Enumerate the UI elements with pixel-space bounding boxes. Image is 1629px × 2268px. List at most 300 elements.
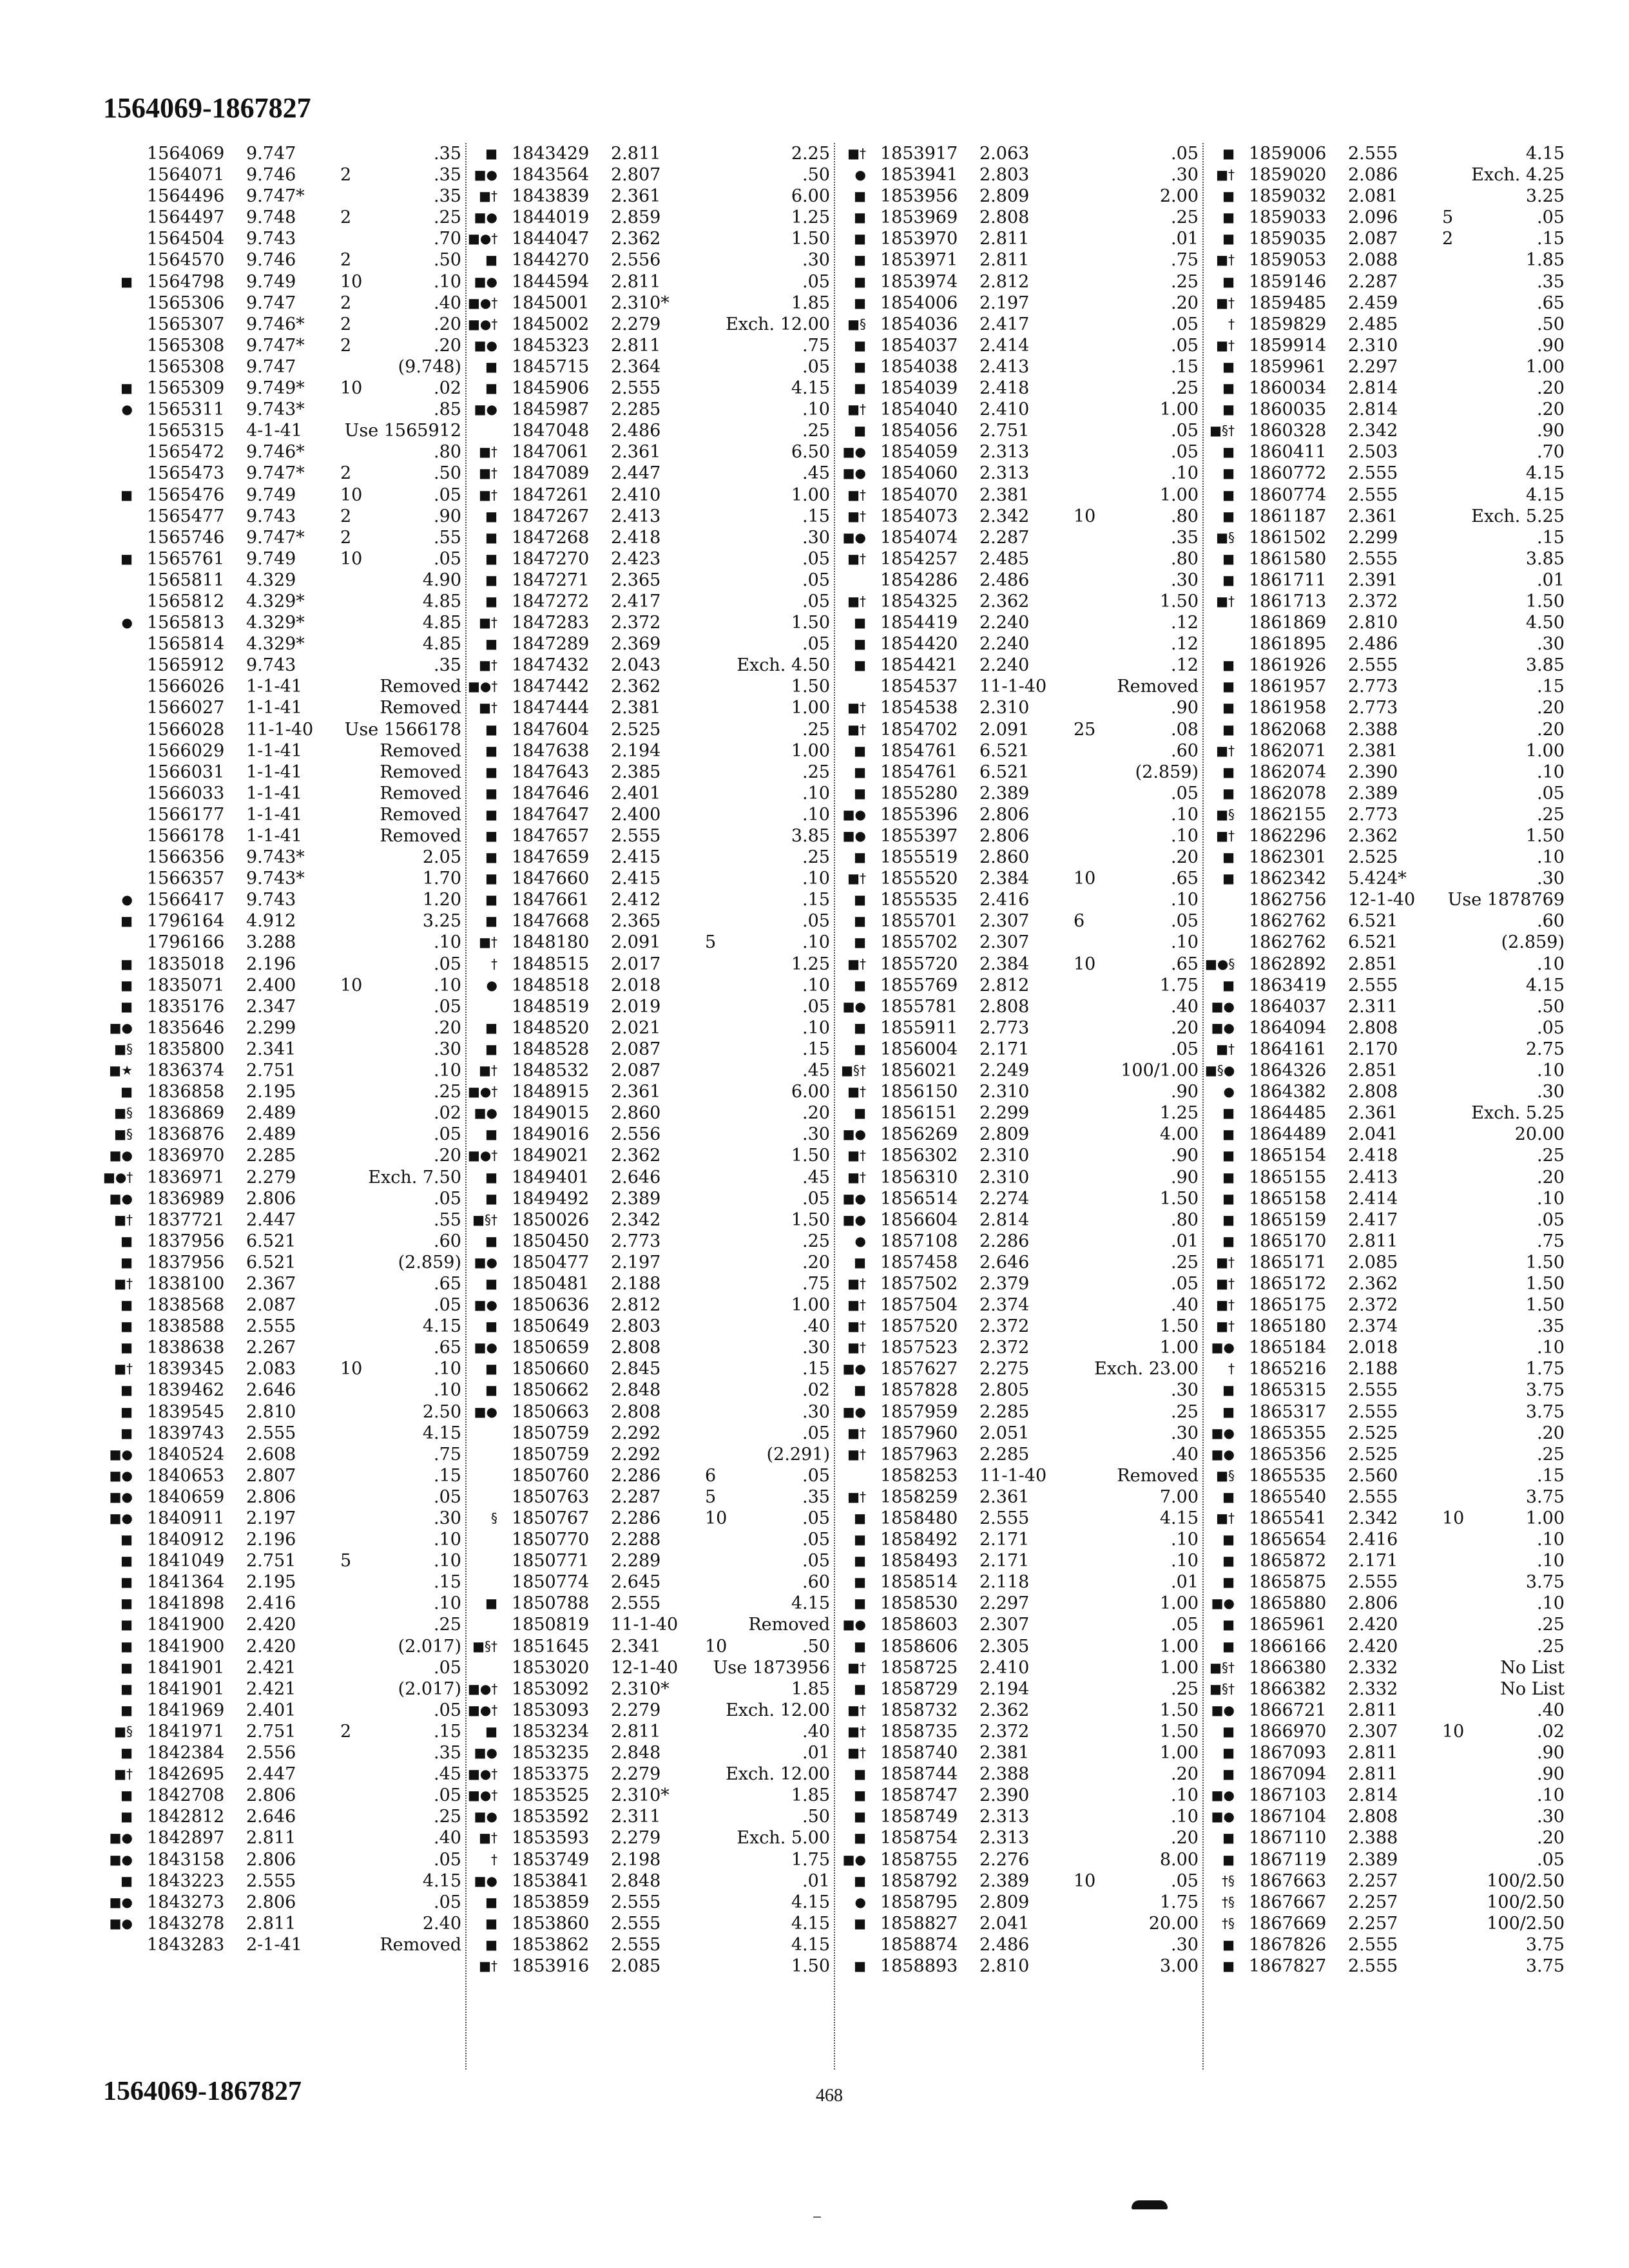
part-number: 1840912	[147, 1530, 225, 1550]
part-number: 1565308	[147, 335, 225, 356]
part-number: 1838638	[147, 1338, 225, 1358]
price-or-note: Removed	[380, 804, 461, 825]
table-row	[836, 1039, 1201, 1060]
table-row	[103, 1124, 464, 1145]
marker-symbols: ■	[485, 1361, 497, 1377]
table-row	[836, 207, 1201, 228]
table-row	[1205, 1657, 1567, 1678]
reference-value: 2.555	[611, 826, 661, 846]
table-row	[1205, 1785, 1567, 1806]
reference-value: 2.417	[979, 314, 1030, 334]
price-or-note: .10	[802, 932, 830, 953]
part-number: 1853235	[512, 1743, 590, 1763]
reference-value: 2.416	[979, 890, 1030, 910]
price-or-note: .45	[802, 1167, 830, 1187]
marker-symbols: ■†	[847, 1702, 866, 1718]
marker-symbols: ■†	[847, 1488, 866, 1504]
table-row	[468, 335, 833, 356]
price-or-note: (2.859)	[1135, 762, 1199, 782]
part-number: 1864489	[1249, 1124, 1327, 1145]
part-number: 1867110	[1249, 1828, 1327, 1849]
marker-symbols: ■	[485, 721, 497, 737]
reference-value: 2.412	[611, 890, 661, 910]
price-or-note: 1.50	[1159, 1188, 1199, 1209]
table-row	[1205, 1636, 1567, 1657]
table-row	[1205, 847, 1567, 868]
marker-symbols: ■	[485, 764, 497, 780]
reference-value: 2.196	[246, 1530, 296, 1550]
price-or-note: .15	[802, 506, 830, 526]
price-or-note: .10	[1537, 1338, 1565, 1358]
table-row	[836, 1209, 1201, 1231]
reference-value: 2.400	[246, 975, 296, 995]
table-row	[1205, 1763, 1567, 1785]
reference-value: 2.299	[1348, 527, 1398, 548]
price-or-note: .20	[1537, 719, 1565, 740]
price-or-note: .01	[1537, 570, 1565, 590]
table-row	[836, 1465, 1201, 1486]
table-row	[836, 1892, 1201, 1913]
marker-symbols: ■●	[842, 444, 866, 460]
price-or-note: .20	[1537, 1828, 1565, 1849]
marker-symbols: ■†	[847, 870, 866, 887]
reference-value: 2.415	[611, 869, 661, 889]
table-row	[1205, 1273, 1567, 1294]
table-row	[468, 570, 833, 591]
price-or-note: .50	[1537, 996, 1565, 1017]
part-number: 1848180	[512, 932, 590, 953]
part-number: 1854538	[880, 698, 958, 718]
price-or-note: 1.25	[1159, 1103, 1199, 1124]
marker-symbols: ■●	[842, 806, 866, 822]
reference-value: 2.814	[1348, 399, 1398, 420]
marker-symbols: ■†	[114, 1211, 133, 1227]
price-or-note: .25	[802, 421, 830, 441]
part-number: 1566029	[147, 740, 225, 761]
quantity: 2	[340, 335, 352, 356]
marker-symbols: ■†	[847, 1297, 866, 1313]
reference-value: 2.811	[246, 1828, 296, 1849]
part-number: 1854006	[880, 293, 958, 313]
reference-value: 2.420	[246, 1636, 296, 1657]
part-number: 1856310	[880, 1167, 958, 1187]
table-row	[468, 314, 833, 335]
part-number: 1564504	[147, 229, 225, 249]
table-row	[836, 1785, 1201, 1806]
marker-symbols: ■	[854, 1254, 866, 1270]
table-row	[468, 378, 833, 399]
table-row	[103, 186, 464, 207]
table-row	[103, 293, 464, 314]
price-or-note: 1.50	[1525, 1252, 1565, 1273]
marker-symbols: ■●	[474, 273, 497, 289]
table-row	[1205, 825, 1567, 847]
reference-value: 2.372	[979, 1316, 1030, 1337]
table-row	[836, 1571, 1201, 1593]
table-row	[468, 186, 833, 207]
part-number: 1859032	[1249, 186, 1327, 207]
part-number: 1843283	[147, 1934, 225, 1955]
part-number: 1858493	[880, 1551, 958, 1571]
price-or-note: 3.25	[1525, 186, 1565, 207]
table-row	[468, 1465, 833, 1486]
reference-value: 2.773	[1348, 804, 1398, 825]
table-row	[103, 1806, 464, 1827]
table-row	[468, 1102, 833, 1124]
price-or-note: 1.25	[791, 954, 830, 974]
price-or-note: .01	[1171, 229, 1199, 249]
marker-symbols: ■	[120, 1595, 133, 1611]
table-row	[1205, 1700, 1567, 1721]
price-or-note: Exch. 5.00	[737, 1828, 830, 1849]
price-or-note: 1.50	[791, 1209, 830, 1230]
part-number: 1857520	[880, 1316, 958, 1337]
price-or-note: 4.15	[1159, 1508, 1199, 1528]
reference-value: 2.307	[1348, 1721, 1398, 1742]
marker-symbols: ■●	[1211, 1019, 1235, 1035]
price-or-note: 1.50	[1525, 591, 1565, 611]
reference-value: 2.555	[1348, 1401, 1398, 1422]
part-number: 1857828	[880, 1380, 958, 1401]
price-or-note: .30	[1171, 1380, 1199, 1401]
marker-symbols: ■●§	[1205, 956, 1235, 972]
reference-value: 2.041	[979, 1913, 1030, 1934]
quantity: 10	[1074, 1870, 1096, 1891]
price-or-note: .12	[1171, 613, 1199, 633]
part-number: 1862068	[1249, 719, 1327, 740]
part-number: 1564497	[147, 207, 225, 228]
part-number: 1866166	[1249, 1636, 1327, 1657]
marker-symbols: ■	[854, 892, 866, 908]
price-or-note: 2.75	[1525, 1039, 1565, 1059]
part-number: 1855701	[880, 911, 958, 932]
price-or-note: (2.017)	[398, 1678, 461, 1699]
marker-symbols: ■†	[479, 934, 497, 950]
reference-value: 2.646	[979, 1252, 1030, 1273]
reference-value: 2.365	[611, 911, 661, 932]
price-or-note: 100/2.50	[1487, 1892, 1565, 1912]
price-or-note: .05	[434, 1657, 461, 1678]
part-number: 1858754	[880, 1828, 958, 1849]
price-or-note: Exch. 12.00	[726, 314, 830, 334]
part-number: 1840659	[147, 1486, 225, 1507]
marker-symbols: ■	[485, 913, 497, 929]
marker-symbols: ■†	[479, 444, 497, 460]
reference-value: 2.389	[979, 783, 1030, 803]
marker-symbols: ■●	[109, 1019, 133, 1035]
reference-value: 2.415	[611, 847, 661, 868]
reference-value: 9.749	[246, 548, 296, 569]
table-row	[1205, 612, 1567, 633]
marker-symbols: ■	[1222, 764, 1235, 780]
table-row	[1205, 143, 1567, 164]
part-number: 1861957	[1249, 677, 1327, 697]
parts-column-1	[103, 143, 464, 1956]
reference-value: 2.279	[611, 1828, 661, 1849]
table-row	[1205, 740, 1567, 762]
part-number: 1847261	[512, 485, 590, 505]
marker-symbols: ■	[120, 1254, 133, 1270]
price-or-note: .25	[802, 762, 830, 782]
reference-value: 2.646	[246, 1807, 296, 1827]
marker-symbols: ■●	[474, 1340, 497, 1356]
reference-value: 2.389	[1348, 783, 1398, 803]
marker-symbols: ■§	[1216, 529, 1235, 545]
table-row	[103, 1529, 464, 1550]
price-or-note: 3.85	[791, 826, 830, 846]
price-or-note: .05	[1537, 1209, 1565, 1230]
price-or-note: .05	[802, 1188, 830, 1209]
marker-symbols: ●	[121, 615, 133, 631]
marker-symbols: ■	[485, 849, 497, 865]
marker-symbols: ■	[120, 1574, 133, 1590]
price-or-note: 1.75	[1159, 1892, 1199, 1912]
table-row	[103, 228, 464, 249]
part-number: 1853974	[880, 271, 958, 292]
reference-value: 2.414	[1348, 1188, 1398, 1209]
reference-value: 2.811	[1348, 1231, 1398, 1251]
reference-value: 2-1-41	[246, 1934, 302, 1955]
table-row	[103, 1039, 464, 1060]
price-or-note: 1.85	[791, 293, 830, 313]
marker-symbols: ■	[485, 252, 497, 268]
part-number: 1836858	[147, 1082, 225, 1102]
part-number: 1566028	[147, 719, 225, 740]
reference-value: 2.447	[246, 1209, 296, 1230]
part-number: 1855396	[880, 804, 958, 825]
reference-value: 12-1-40	[611, 1657, 679, 1678]
marker-symbols: ■●	[474, 167, 497, 183]
part-number: 1566356	[147, 847, 225, 868]
part-number: 1836970	[147, 1146, 225, 1166]
price-or-note: .01	[802, 1870, 830, 1891]
table-row	[836, 1508, 1201, 1529]
part-number: 1850659	[512, 1338, 590, 1358]
part-number: 1856604	[880, 1209, 958, 1230]
reference-value: 2.275	[979, 1359, 1030, 1379]
price-or-note: 20.00	[1148, 1913, 1199, 1934]
table-row	[1205, 1721, 1567, 1742]
marker-symbols: ■†	[479, 486, 497, 503]
part-number: 1566031	[147, 762, 225, 782]
price-or-note: Removed	[380, 762, 461, 782]
part-number: 1864094	[1249, 1017, 1327, 1038]
part-number: 1855535	[880, 890, 958, 910]
price-or-note: .25	[434, 207, 461, 228]
reference-value: 9.749*	[246, 378, 305, 399]
part-number: 1854420	[880, 634, 958, 655]
price-or-note: .70	[1537, 442, 1565, 463]
part-number: 1566357	[147, 869, 225, 889]
price-or-note: .05	[802, 548, 830, 569]
part-number: 1866380	[1249, 1657, 1327, 1678]
marker-symbols: ■	[485, 1275, 497, 1291]
table-row	[1205, 314, 1567, 335]
reference-value: 2.019	[611, 996, 661, 1017]
part-number: 1847660	[512, 869, 590, 889]
marker-symbols: ■●	[842, 1403, 866, 1419]
reference-value: 2.646	[246, 1380, 296, 1401]
part-number: 1867119	[1249, 1849, 1327, 1870]
price-or-note: 4.15	[422, 1870, 461, 1891]
table-row	[836, 570, 1201, 591]
marker-symbols: ■	[1222, 1574, 1235, 1590]
reference-value: 2.851	[1348, 954, 1398, 974]
part-number: 1565306	[147, 293, 225, 313]
price-or-note: .25	[1171, 271, 1199, 292]
reference-value: 9.743	[246, 890, 296, 910]
price-or-note: .60	[802, 1572, 830, 1593]
marker-symbols: ■	[854, 294, 866, 311]
part-number: 1850636	[512, 1295, 590, 1316]
reference-value: 2.388	[1348, 1828, 1398, 1849]
quantity: 5	[340, 1551, 352, 1571]
price-or-note: 1.00	[1525, 740, 1565, 761]
part-number: 1564071	[147, 165, 225, 186]
reference-value: 2.170	[1348, 1039, 1398, 1059]
table-row	[468, 1444, 833, 1465]
part-number: 1842384	[147, 1743, 225, 1763]
reference-value: 2.555	[1348, 144, 1398, 164]
reference-value: 2.384	[979, 954, 1030, 974]
part-number: 1860035	[1249, 399, 1327, 420]
marker-symbols: ■†	[1216, 593, 1235, 609]
price-or-note: .65	[434, 1273, 461, 1294]
price-or-note: .01	[1171, 1572, 1199, 1593]
part-number: 1857963	[880, 1444, 958, 1465]
part-number: 1867827	[1249, 1956, 1327, 1976]
reference-value: 2.197	[611, 1252, 661, 1273]
part-number: 1857960	[880, 1423, 958, 1443]
part-number: 1865184	[1249, 1338, 1327, 1358]
table-row	[103, 1700, 464, 1721]
reference-value: 9.747	[246, 356, 296, 377]
reference-value: 2.361	[611, 186, 661, 207]
part-number: 1853860	[512, 1913, 590, 1934]
reference-value: 2.555	[246, 1316, 296, 1337]
price-or-note: .65	[1171, 869, 1199, 889]
marker-symbols: ■●	[109, 1467, 133, 1483]
price-or-note: 1.75	[791, 1849, 830, 1870]
marker-symbols: †	[1228, 1361, 1235, 1377]
table-row	[468, 249, 833, 271]
reference-value: 9.743*	[246, 847, 305, 868]
part-number: 1566178	[147, 826, 225, 846]
table-row	[468, 804, 833, 825]
reference-value: 2.367	[246, 1273, 296, 1294]
part-number: 1564496	[147, 186, 225, 207]
marker-symbols: ■●	[1211, 1425, 1235, 1441]
part-number: 1843223	[147, 1870, 225, 1891]
price-or-note: .90	[1171, 698, 1199, 718]
part-number: 1836876	[147, 1124, 225, 1145]
part-number: 1859914	[1249, 335, 1327, 356]
part-number: 1854257	[880, 548, 958, 569]
part-number: 1863419	[1249, 975, 1327, 995]
price-or-note: .25	[434, 1082, 461, 1102]
part-number: 1842708	[147, 1785, 225, 1806]
part-number: 1849021	[512, 1146, 590, 1166]
price-or-note: .20	[434, 1146, 461, 1166]
price-or-note: .40	[434, 1828, 461, 1849]
table-row	[103, 804, 464, 825]
price-or-note: .25	[1171, 378, 1199, 399]
part-number: 1855720	[880, 954, 958, 974]
reference-value: 2.808	[611, 1401, 661, 1422]
column-divider	[834, 143, 835, 2070]
table-row	[103, 1742, 464, 1763]
reference-value: 2.085	[611, 1956, 661, 1976]
table-row	[103, 1934, 464, 1956]
marker-symbols: ■	[854, 1510, 866, 1526]
reference-value: 2.372	[1348, 1295, 1398, 1316]
table-row	[1205, 485, 1567, 506]
reference-value: 2.257	[1348, 1892, 1398, 1912]
price-or-note: .90	[1537, 335, 1565, 356]
price-or-note: .05	[1171, 911, 1199, 932]
price-or-note: .60	[434, 1231, 461, 1251]
table-row	[836, 293, 1201, 314]
part-number: 1858747	[880, 1785, 958, 1806]
part-number: 1836971	[147, 1167, 225, 1187]
part-number: 1854419	[880, 613, 958, 633]
price-or-note: .90	[1537, 421, 1565, 441]
table-row	[1205, 1039, 1567, 1060]
price-or-note: .40	[1171, 996, 1199, 1017]
table-row	[836, 1167, 1201, 1188]
price-or-note: .15	[802, 890, 830, 910]
reference-value: 2.555	[246, 1870, 296, 1891]
marker-symbols: ■	[485, 1936, 497, 1952]
marker-symbols: ■†	[847, 401, 866, 418]
quantity: 5	[705, 932, 717, 953]
table-row	[836, 1273, 1201, 1294]
marker-symbols: ■	[1222, 358, 1235, 374]
reference-value: 2.364	[611, 356, 661, 377]
marker-symbols: ●	[854, 1233, 866, 1249]
part-number: 1854286	[880, 570, 958, 590]
part-number: 1861869	[1249, 613, 1327, 633]
table-row	[103, 847, 464, 868]
table-row	[468, 1401, 833, 1423]
price-or-note: 4.15	[1525, 975, 1565, 995]
table-row	[103, 910, 464, 932]
reference-value: 2.773	[1348, 698, 1398, 718]
marker-symbols: ■	[485, 892, 497, 908]
part-number: 1853525	[512, 1785, 590, 1806]
table-row	[103, 1721, 464, 1742]
marker-symbols: ■●	[842, 828, 866, 843]
marker-symbols: ■	[120, 1787, 133, 1803]
price-or-note: .55	[434, 1209, 461, 1230]
price-or-note: .35	[1537, 271, 1565, 292]
reference-value: 2.809	[979, 1124, 1030, 1145]
marker-symbols: ■	[854, 1019, 866, 1035]
price-or-note: 4.15	[791, 1913, 830, 1934]
table-row	[1205, 1508, 1567, 1529]
marker-symbols: ■	[1222, 1169, 1235, 1185]
price-or-note: .50	[434, 250, 461, 271]
table-row	[836, 762, 1201, 783]
table-row	[468, 1806, 833, 1827]
part-number: 1856151	[880, 1103, 958, 1124]
part-number: 1858514	[880, 1572, 958, 1593]
part-number: 1853941	[880, 165, 958, 186]
price-or-note: .35	[434, 1743, 461, 1763]
marker-symbols: ■●†	[468, 1702, 498, 1718]
table-row	[836, 1550, 1201, 1571]
table-row	[1205, 378, 1567, 399]
